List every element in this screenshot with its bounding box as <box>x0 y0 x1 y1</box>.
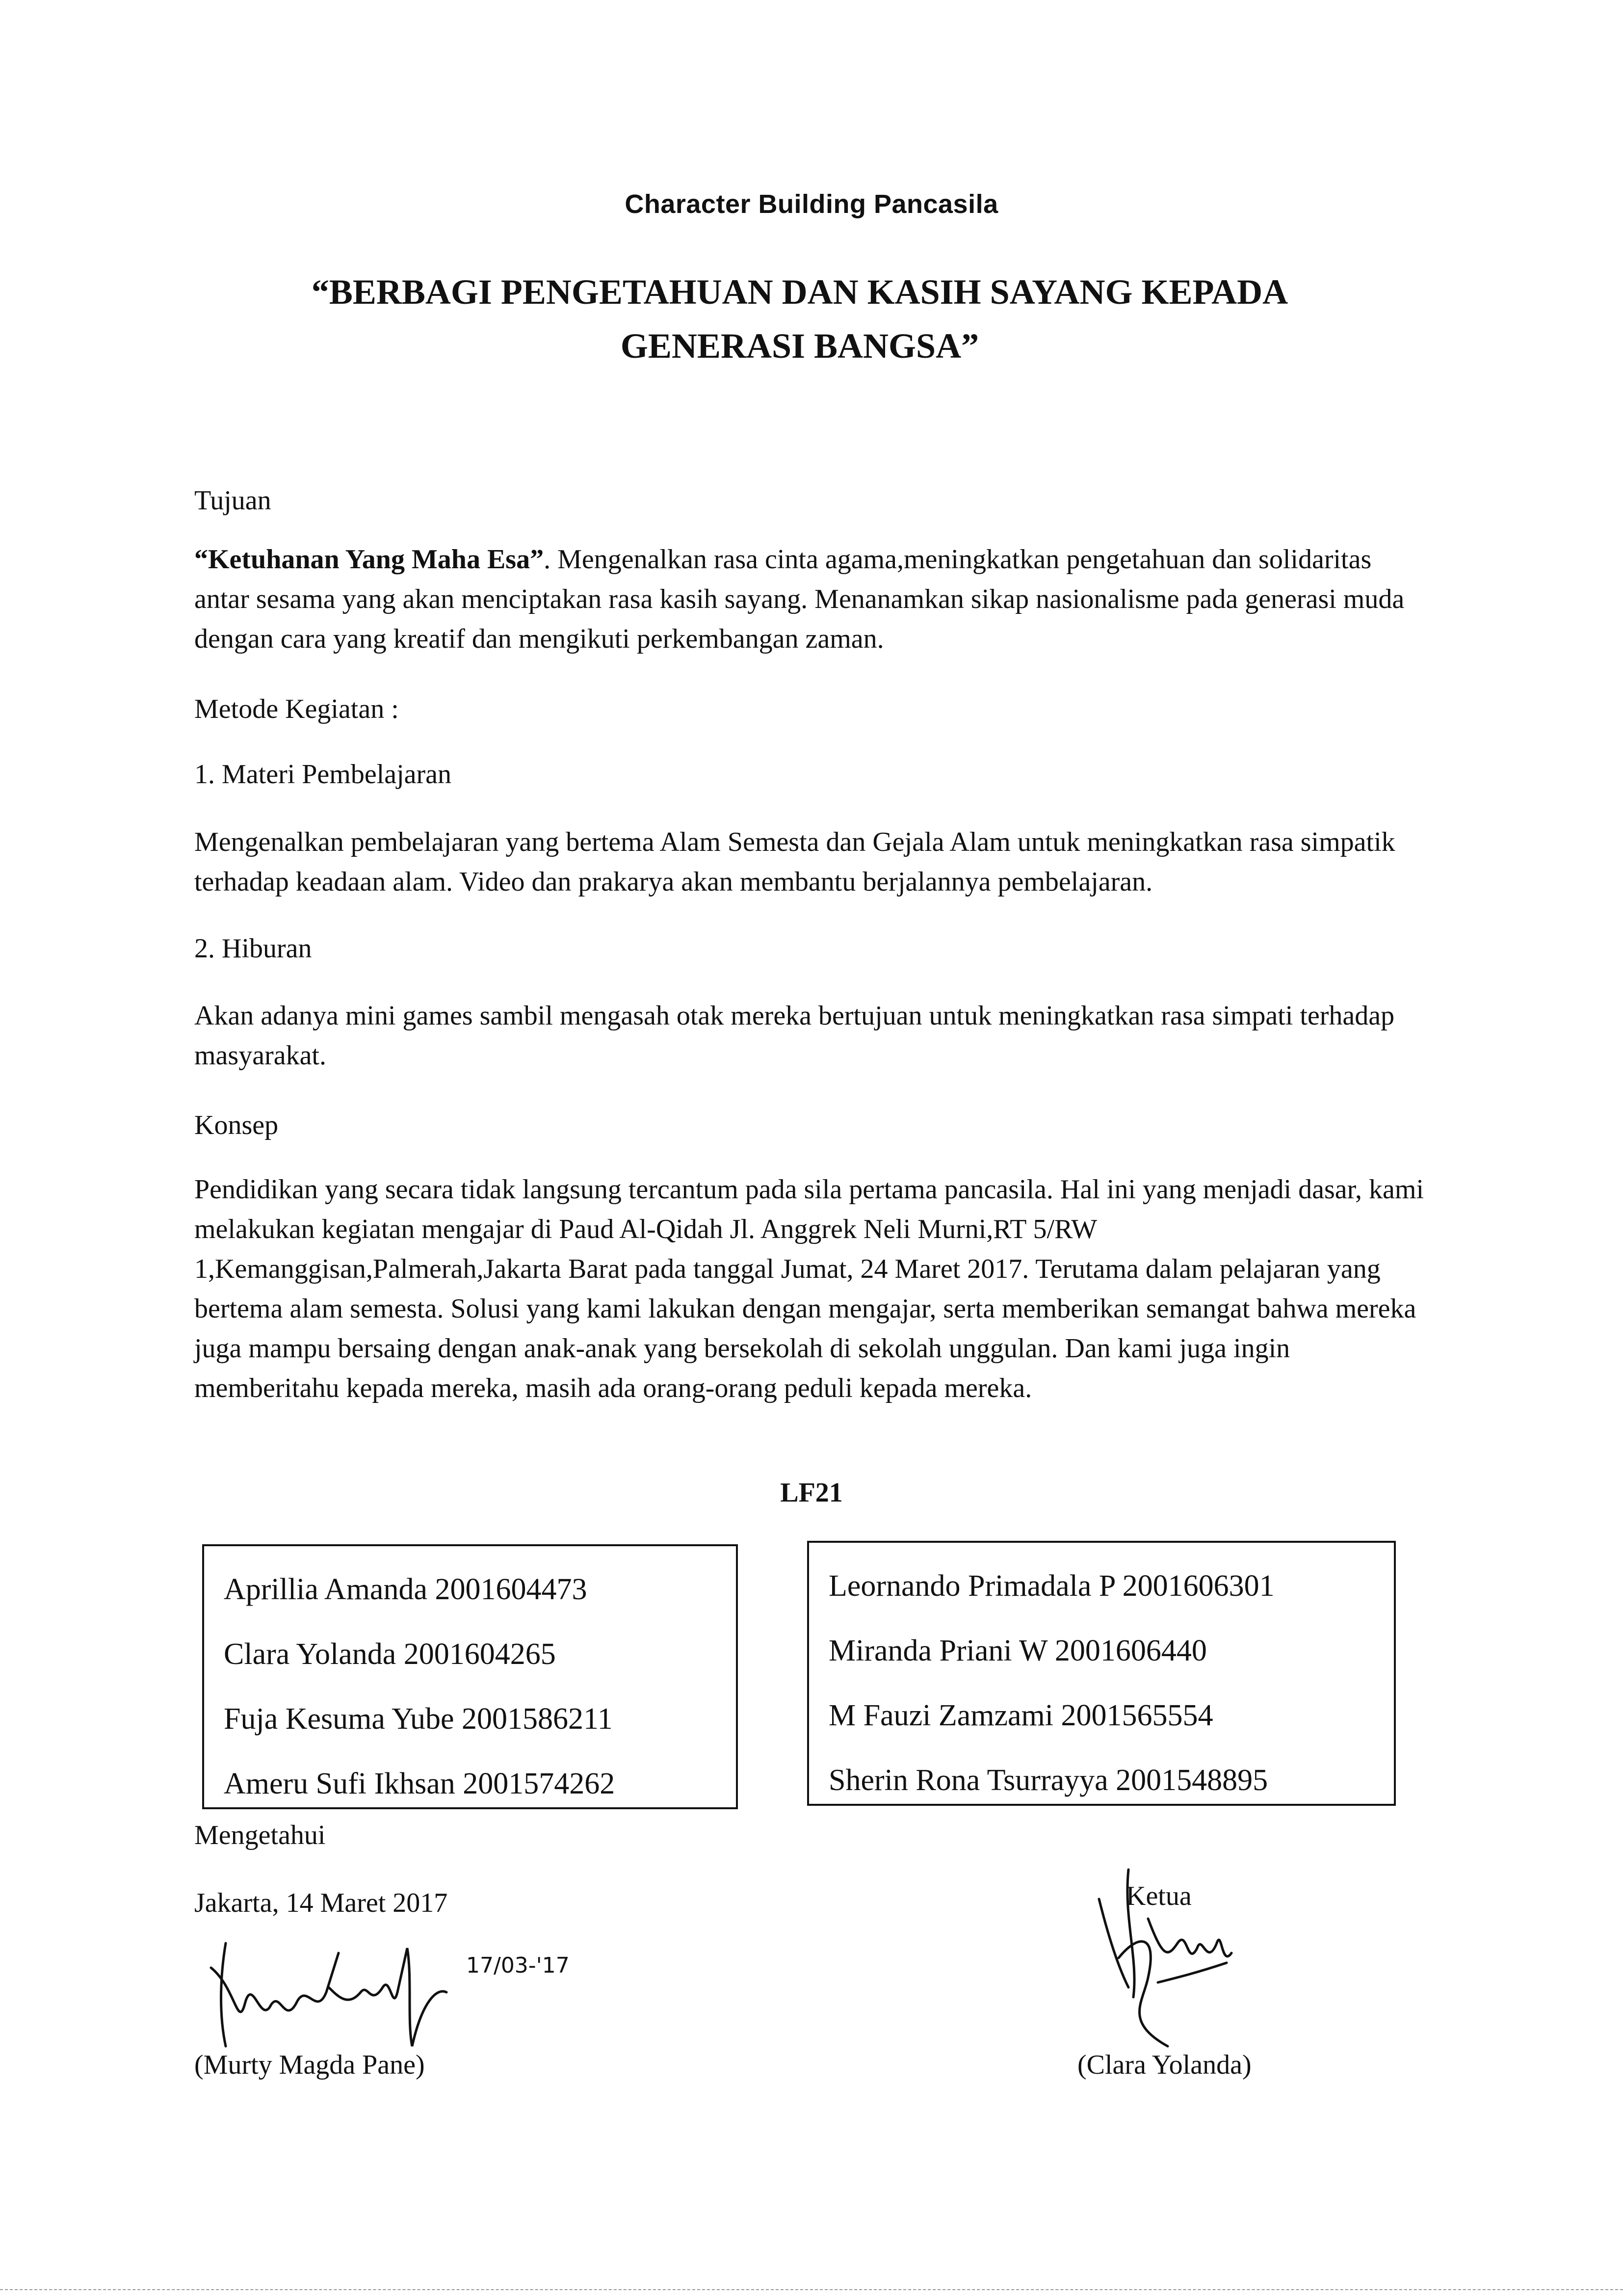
item1-text: Mengenalkan pembelajaran yang bertema Alam Semesta dan Gejala Alam untuk meningkatkan rasa simpatik terhadap keadaan alam. Video dan prakarya akan membantu berjalannya pembelajaran. <box>194 827 1395 897</box>
document-title <box>196 265 1403 373</box>
member-row: Fuja Kesuma Yube 2001586211 <box>224 1702 613 1736</box>
item2-heading: 2. Hiburan <box>194 933 312 964</box>
title-line-2: GENERASI BANGSA” <box>620 326 979 366</box>
tujuan-bold: “Ketuhanan Yang Maha Esa” <box>194 544 544 575</box>
member-row: Leornando Primadala P 2001606301 <box>829 1569 1275 1603</box>
members-box-left <box>202 1544 738 1809</box>
member-row: Aprillia Amanda 2001604473 <box>224 1573 587 1606</box>
place-date: Jakarta, 14 Maret 2017 <box>194 1888 448 1918</box>
mengetahui-label: Mengetahui <box>194 1820 326 1850</box>
tujuan-heading: Tujuan <box>194 485 271 516</box>
member-row: Ameru Sufi Ikhsan 2001574262 <box>224 1767 615 1800</box>
tujuan-text: . Mengenalkan rasa cinta agama,meningkatkan pengetahuan dan solidaritas antar sesama yang akan menciptakan rasa kasih sayang. Menanamkan sikap nasionalisme pada generasi muda dengan cara yang kreatif dan mengikuti perkembangan zaman. <box>194 544 1405 654</box>
item1-heading: 1. Materi Pembelajaran <box>194 759 452 790</box>
right-signer-name: (Clara Yolanda) <box>1077 2050 1252 2080</box>
right-signer-role: Ketua <box>1126 1881 1192 1911</box>
konsep-heading: Konsep <box>194 1110 279 1140</box>
member-row: Miranda Priani W 2001606440 <box>829 1634 1207 1667</box>
item2-text: Akan adanya mini games sambil mengasah otak mereka bertujuan untuk meningkatkan rasa simpati terhadap masyarakat. <box>194 1001 1395 1071</box>
title-line-1: “BERBAGI PENGETAHUAN DAN KASIH SAYANG KEPADA <box>311 272 1288 312</box>
document-subtitle: Character Building Pancasila <box>625 189 998 219</box>
konsep-text: Pendidikan yang secara tidak langsung tercantum pada sila pertama pancasila. Hal ini yang menjadi dasar, kami melakukan kegiatan mengajar di Paud Al-Qidah Jl. Anggrek Neli Murni,RT 5/RW 1,Kemanggisan,Palmerah,Jakarta Barat pada tanggal Jumat, 24 Maret 2017. Terutama dalam pelajaran yang bertema alam semesta. Solusi yang kami lakukan dengan mengajar, serta memberikan semangat bahwa mereka juga mampu bersaing dengan anak-anak yang bersekolah di sekolah unggulan. Dan kami juga ingin memberitahu kepada mereka, masih ada orang-orang peduli kepada mereka. <box>194 1174 1424 1403</box>
member-row: M Fauzi Zamzami 2001565554 <box>829 1699 1213 1732</box>
metode-heading: Metode Kegiatan : <box>194 694 399 724</box>
signature-left-date: 17/03-'17 <box>466 1953 570 1978</box>
member-row: Clara Yolanda 2001604265 <box>224 1637 556 1671</box>
left-signer-name: (Murty Magda Pane) <box>194 2050 425 2080</box>
member-row: Sherin Rona Tsurrayya 2001548895 <box>829 1764 1268 1797</box>
team-code: LF21 <box>780 1478 843 1508</box>
signature-left <box>191 1933 594 2061</box>
signature-left-stroke <box>211 1943 446 2046</box>
page-bottom-edge <box>0 2289 1623 2290</box>
members-box-right <box>807 1541 1396 1806</box>
tujuan-paragraph <box>194 540 1431 659</box>
